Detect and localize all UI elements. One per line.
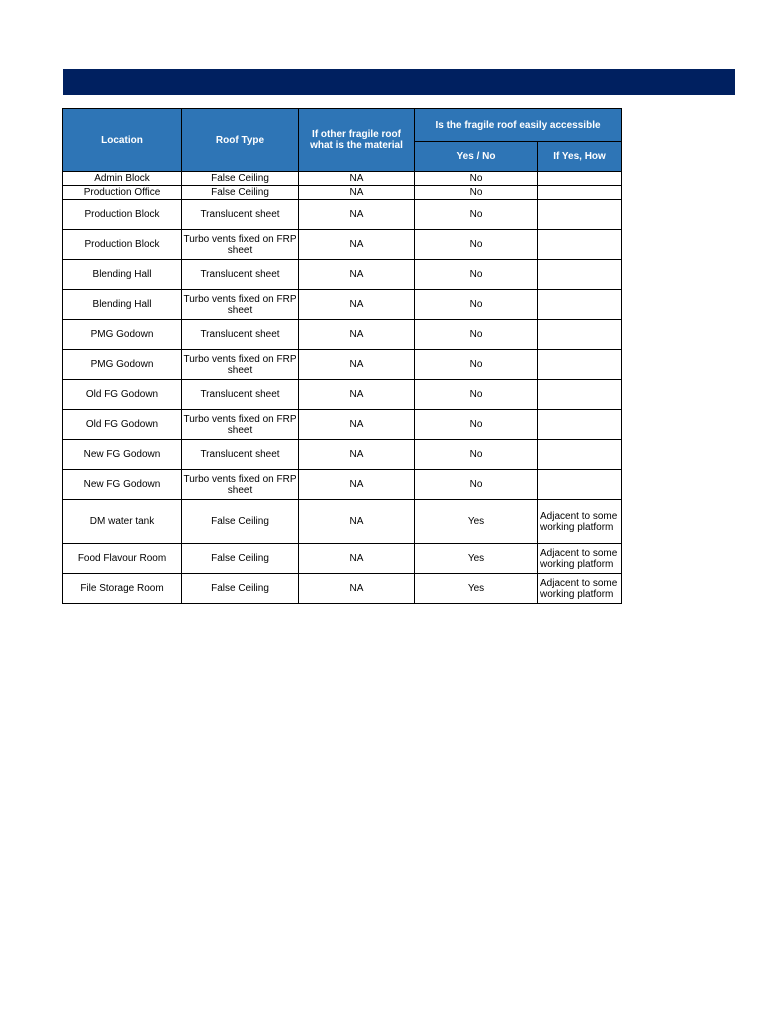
cell-how: [538, 200, 622, 230]
cell-location: Blending Hall: [63, 290, 182, 320]
cell-material: NA: [299, 350, 415, 380]
cell-roof-type: Turbo vents fixed on FRP sheet: [182, 410, 299, 440]
cell-roof-type: Translucent sheet: [182, 200, 299, 230]
table-row: [63, 544, 622, 574]
cell-location: Blending Hall: [63, 260, 182, 290]
cell-location: Food Flavour Room: [63, 544, 182, 574]
cell-location: Production Block: [63, 230, 182, 260]
cell-roof-type: Translucent sheet: [182, 260, 299, 290]
cell-accessible: No: [415, 200, 538, 230]
cell-location: Production Block: [63, 200, 182, 230]
cell-roof-type: Translucent sheet: [182, 380, 299, 410]
cell-location: Old FG Godown: [63, 380, 182, 410]
cell-material: NA: [299, 172, 415, 186]
cell-how: [538, 186, 622, 200]
cell-material: NA: [299, 574, 415, 604]
cell-how: [538, 470, 622, 500]
fragile-roof-table: [62, 108, 622, 604]
cell-material: NA: [299, 320, 415, 350]
cell-how: [538, 260, 622, 290]
cell-roof-type: Translucent sheet: [182, 440, 299, 470]
table-row: [63, 574, 622, 604]
header-accessible-group: Is the fragile roof easily accessible: [415, 109, 622, 142]
cell-accessible: No: [415, 440, 538, 470]
cell-material: NA: [299, 470, 415, 500]
cell-accessible: No: [415, 260, 538, 290]
cell-location: PMG Godown: [63, 320, 182, 350]
cell-how: Adjacent to some working platform: [538, 574, 622, 604]
table-row: [63, 380, 622, 410]
header-other-material: If other fragile roof what is the material: [299, 109, 415, 172]
cell-accessible: No: [415, 410, 538, 440]
cell-how: [538, 350, 622, 380]
cell-accessible: Yes: [415, 574, 538, 604]
cell-material: NA: [299, 440, 415, 470]
header-if-yes-how: If Yes, How: [538, 142, 622, 172]
cell-roof-type: Turbo vents fixed on FRP sheet: [182, 290, 299, 320]
table-body: [63, 172, 622, 604]
cell-accessible: No: [415, 320, 538, 350]
cell-accessible: Yes: [415, 500, 538, 544]
cell-how: [538, 172, 622, 186]
table-row: [63, 500, 622, 544]
cell-accessible: No: [415, 350, 538, 380]
cell-accessible: No: [415, 186, 538, 200]
cell-how: [538, 290, 622, 320]
cell-material: NA: [299, 500, 415, 544]
cell-location: PMG Godown: [63, 350, 182, 380]
cell-location: Production Office: [63, 186, 182, 200]
cell-how: [538, 320, 622, 350]
cell-roof-type: False Ceiling: [182, 186, 299, 200]
cell-accessible: No: [415, 172, 538, 186]
cell-location: New FG Godown: [63, 440, 182, 470]
table-row: [63, 320, 622, 350]
cell-how: [538, 410, 622, 440]
cell-location: Old FG Godown: [63, 410, 182, 440]
cell-how: [538, 440, 622, 470]
header-yes-no: Yes / No: [415, 142, 538, 172]
table-row: [63, 410, 622, 440]
cell-location: New FG Godown: [63, 470, 182, 500]
cell-accessible: Yes: [415, 544, 538, 574]
cell-accessible: No: [415, 290, 538, 320]
cell-how: Adjacent to some working platform: [538, 500, 622, 544]
table-row: [63, 172, 622, 186]
cell-roof-type: False Ceiling: [182, 172, 299, 186]
cell-how: [538, 380, 622, 410]
header-location: Location: [63, 109, 182, 172]
cell-how: Adjacent to some working platform: [538, 544, 622, 574]
table-row: [63, 260, 622, 290]
cell-material: NA: [299, 186, 415, 200]
cell-material: NA: [299, 260, 415, 290]
cell-location: File Storage Room: [63, 574, 182, 604]
cell-roof-type: Turbo vents fixed on FRP sheet: [182, 350, 299, 380]
cell-material: NA: [299, 544, 415, 574]
cell-roof-type: False Ceiling: [182, 500, 299, 544]
cell-accessible: No: [415, 470, 538, 500]
cell-roof-type: False Ceiling: [182, 544, 299, 574]
cell-material: NA: [299, 200, 415, 230]
cell-material: NA: [299, 380, 415, 410]
cell-material: NA: [299, 410, 415, 440]
table-row: [63, 470, 622, 500]
cell-roof-type: Turbo vents fixed on FRP sheet: [182, 470, 299, 500]
cell-location: Admin Block: [63, 172, 182, 186]
table-row: [63, 230, 622, 260]
cell-roof-type: Translucent sheet: [182, 320, 299, 350]
table-row: [63, 186, 622, 200]
cell-how: [538, 230, 622, 260]
cell-accessible: No: [415, 380, 538, 410]
cell-location: DM water tank: [63, 500, 182, 544]
cell-accessible: No: [415, 230, 538, 260]
table-row: [63, 200, 622, 230]
cell-roof-type: Turbo vents fixed on FRP sheet: [182, 230, 299, 260]
header-roof-type: Roof Type: [182, 109, 299, 172]
table-row: [63, 350, 622, 380]
table-row: [63, 290, 622, 320]
title-bar: [63, 69, 735, 95]
cell-material: NA: [299, 230, 415, 260]
cell-material: NA: [299, 290, 415, 320]
cell-roof-type: False Ceiling: [182, 574, 299, 604]
table-row: [63, 440, 622, 470]
